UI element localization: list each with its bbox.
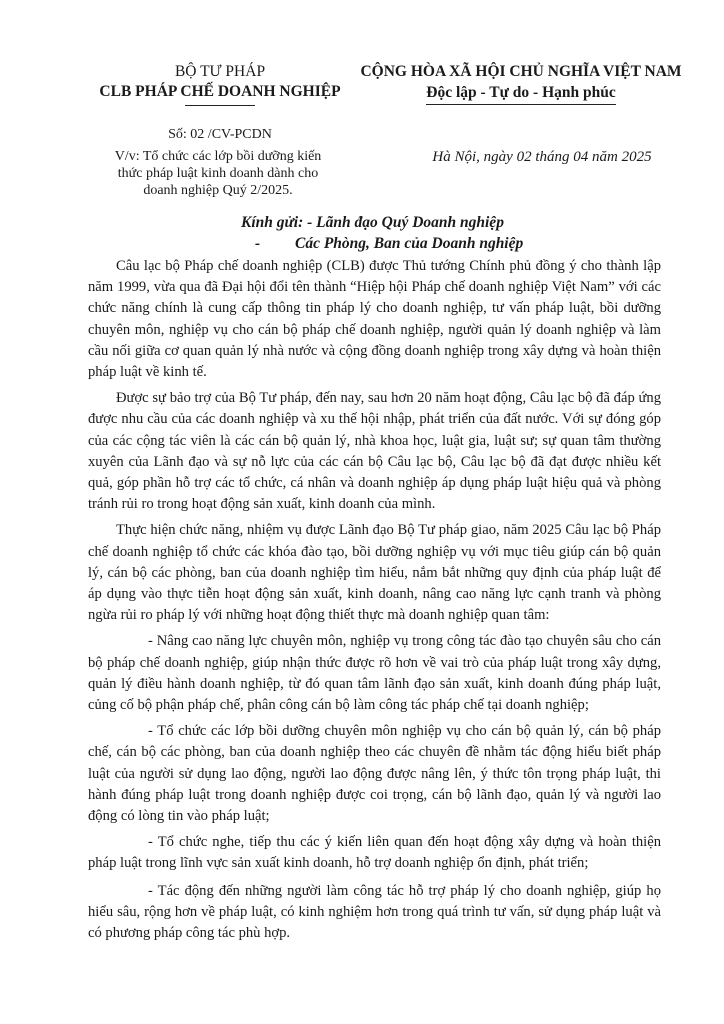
recipient-line-2-text: Các Phòng, Ban của Doanh nghiệp xyxy=(295,235,524,252)
recipient-line-2 xyxy=(0,233,724,254)
national-motto: Độc lập - Tự do - Hạnh phúc xyxy=(426,82,615,105)
bullet-training: - Tổ chức các lớp bồi dưỡng chuyên môn nghiệp vụ cho cán bộ quản lý, cán bộ pháp chế, cán bộ các phòng, ban của doanh nghiệp theo các chuyên đề nhằm tác động hiểu biết pháp luật của người sử dụng lao động, người lao động được nâng lên, ý thức tôn trọng pháp luật, thi hành đúng pháp luật trong doanh nghiệp được coi trọng, cán bộ lãnh đạo, quản lý và người lao động có lòng tin vào pháp luật; xyxy=(88,723,661,825)
document-number: Số: 02 /CV-PCDN xyxy=(168,127,272,142)
recipient-line-1: Kính gửi: - Lãnh đạo Quý Doanh nghiệp xyxy=(241,214,504,231)
bullet-support: - Tác động đến những người làm công tác hỗ trợ pháp lý cho doanh nghiệp, giúp họ hiểu sâu, rộng hơn về pháp luật, có kinh nghiệm hơn trong quá trình tư vấn, sử dụng pháp luật và có phương pháp công tác phù hợp. xyxy=(88,882,661,942)
bullet-capacity: - Nâng cao năng lực chuyên môn, nghiệp vụ trong công tác đào tạo chuyên sâu cho cán bộ pháp chế doanh nghiệp, giúp nhận thức được rõ hơn về vai trò của pháp luật trong xây dựng, quản lý điều hành doanh nghiệp, từ đó quan tâm lãnh đạo sản xuất, kinh doanh đúng pháp luật, củng cố bộ phận pháp chế, phân công cán bộ làm công tác pháp chế tại doanh nghiệp; xyxy=(88,633,661,714)
national-header xyxy=(336,62,706,105)
document-body xyxy=(88,256,661,949)
bullet-feedback: - Tổ chức nghe, tiếp thu các ý kiến liên quan đến hoạt động xây dựng và hoàn thiện pháp luật trong lĩnh vực sản xuất kinh doanh, hỗ trợ doanh nghiệp ổn định, phát triển; xyxy=(88,834,661,872)
paragraph-history: Được sự bảo trợ của Bộ Tư pháp, đến nay, sau hơn 20 năm hoạt động, Câu lạc bộ đã đáp ứng được nhu cầu của các doanh nghiệp và xu thế hội nhập, phát triển của đất nước. Với sự đóng góp của các cộng tác viên là các cán bộ quản lý, nhà khoa học, luật gia, luật sư; sự quan tâm thường xuyên của Lãnh đạo và sự nỗ lực của các cán bộ Câu lạc bộ, Câu lạc bộ đã đạt được nhiều kết quả, góp phần hỗ trợ các tổ chức, cá nhân và doanh nghiệp áp dụng pháp luật hiệu quả và phòng tránh rủi ro trong hoạt động sản xuất, kinh doanh của mình. xyxy=(88,390,661,513)
recipient-dash: - xyxy=(255,235,261,252)
issuer-block xyxy=(70,62,370,106)
recipients xyxy=(0,212,724,254)
paragraph-mission: Thực hiện chức năng, nhiệm vụ được Lãnh đạo Bộ Tư pháp giao, năm 2025 Câu lạc bộ Pháp chế doanh nghiệp tổ chức các khóa đào tạo, bồi dưỡng nghiệp vụ với mục tiêu giúp cán bộ quản lý, cán bộ các phòng, ban của doanh nghiệp tìm hiểu, nắm bắt những quy định của pháp luật để áp dụng vào thực tiễn hoạt động sản xuất, kinh doanh, nâng cao năng lực cạnh tranh và phòng ngừa rủi ro pháp lý với những hoạt động thiết thực mà doanh nghiệp quan tâm: xyxy=(88,522,661,624)
issuer-underline xyxy=(185,105,255,106)
republic-name: CỘNG HÒA XÃ HỘI CHỦ NGHĨA VIỆT NAM xyxy=(360,63,682,80)
dateline: Hà Nội, ngày 02 tháng 04 năm 2025 xyxy=(432,149,652,165)
document-subject: V/v: Tổ chức các lớp bồi dưỡng kiến thức pháp luật kinh doanh dành cho doanh nghiệp Quý 2/2025. xyxy=(114,149,322,198)
paragraph-intro: Câu lạc bộ Pháp chế doanh nghiệp (CLB) được Thủ tướng Chính phủ đồng ý cho thành lập năm 1999, vừa qua đã Đại hội đổi tên thành “Hiệp hội Pháp chế doanh nghiệp Việt Nam” với các chức năng chính là cung cấp thông tin pháp lý cho doanh nghiệp, tư vấn pháp luật, bồi dưỡng chuyên môn, nghiệp vụ cho cán bộ pháp chế doanh nghiệp, người quản lý doanh nghiệp và làm cầu nối giữa cơ quan quản lý nhà nước và cộng đồng doanh nghiệp trong xây dựng và hoàn thiện pháp luật về kinh tế. xyxy=(88,258,661,381)
club-name: CLB PHÁP CHẾ DOANH NGHIỆP xyxy=(99,83,341,100)
ministry-name: BỘ TƯ PHÁP xyxy=(174,63,266,80)
